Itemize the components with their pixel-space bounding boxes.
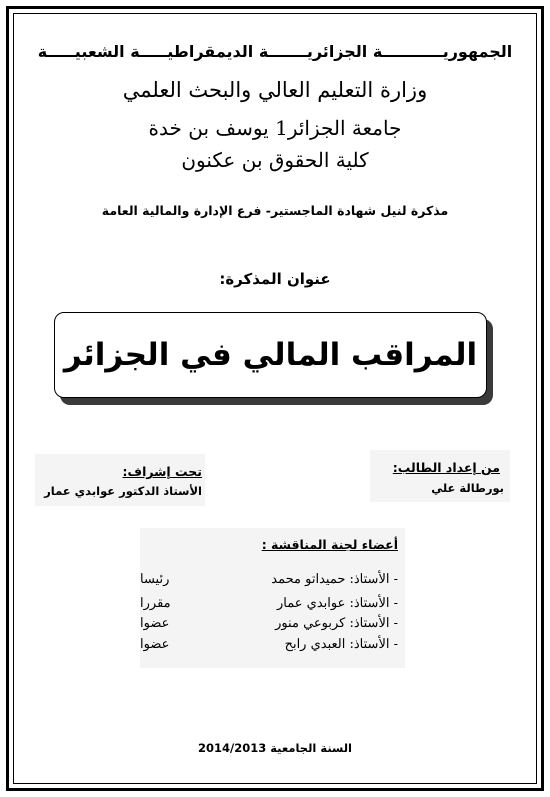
committee-member-role: عضوا [140, 637, 170, 652]
academic-year: السنة الجامعية 2014/2013 [197, 741, 352, 755]
memo-degree-line: مذكرة لنيل شهادة الماجستير- فرع الإدارة والمالية العامة [101, 203, 449, 218]
committee-member-name: - الأستاذ: كربوعي منور [275, 616, 398, 631]
committee-member-row [140, 596, 398, 614]
committee-member-name: - الأستاذ: عوابدي عمار [277, 596, 398, 611]
supervisor-background [35, 454, 205, 506]
student-label: من إعداد الطالب: [392, 460, 500, 475]
republic-heading: الجمهوريـــــــــــة الجزائريـــــــة الديمقراطيـــــة الشعبيـــــة [37, 42, 513, 61]
faculty-heading: كلية الحقوق بن عكنون [181, 148, 369, 172]
committee-member-role: رئيسا [140, 572, 170, 587]
committee-member-row [140, 637, 398, 655]
title-box [54, 312, 487, 398]
student-name: بورطالة علي [431, 481, 504, 495]
committee-member-name: - الأستاذ: العبدي رابح [284, 637, 398, 652]
committee-member-row [140, 572, 398, 590]
university-heading: جامعة الجزائر1 يوسف بن خدة [148, 116, 402, 140]
committee-member-role: عضوا [140, 616, 170, 631]
supervisor-label: تحت إشراف: [122, 464, 202, 479]
thesis-title: المراقب المالي في الجزائر [63, 337, 478, 373]
committee-member-role: مقررا [140, 596, 171, 611]
committee-title: أعضاء لجنة المناقشة : [261, 537, 398, 552]
committee-member-row [140, 616, 398, 634]
ministry-heading: وزارة التعليم العالي والبحث العلمي [122, 78, 428, 102]
committee-member-name: - الأستاذ: حميداتو محمد [271, 572, 398, 587]
supervisor-name: الأستاذ الدكتور عوابدي عمار [44, 484, 202, 498]
title-label: عنوان المذكرة: [219, 270, 331, 288]
